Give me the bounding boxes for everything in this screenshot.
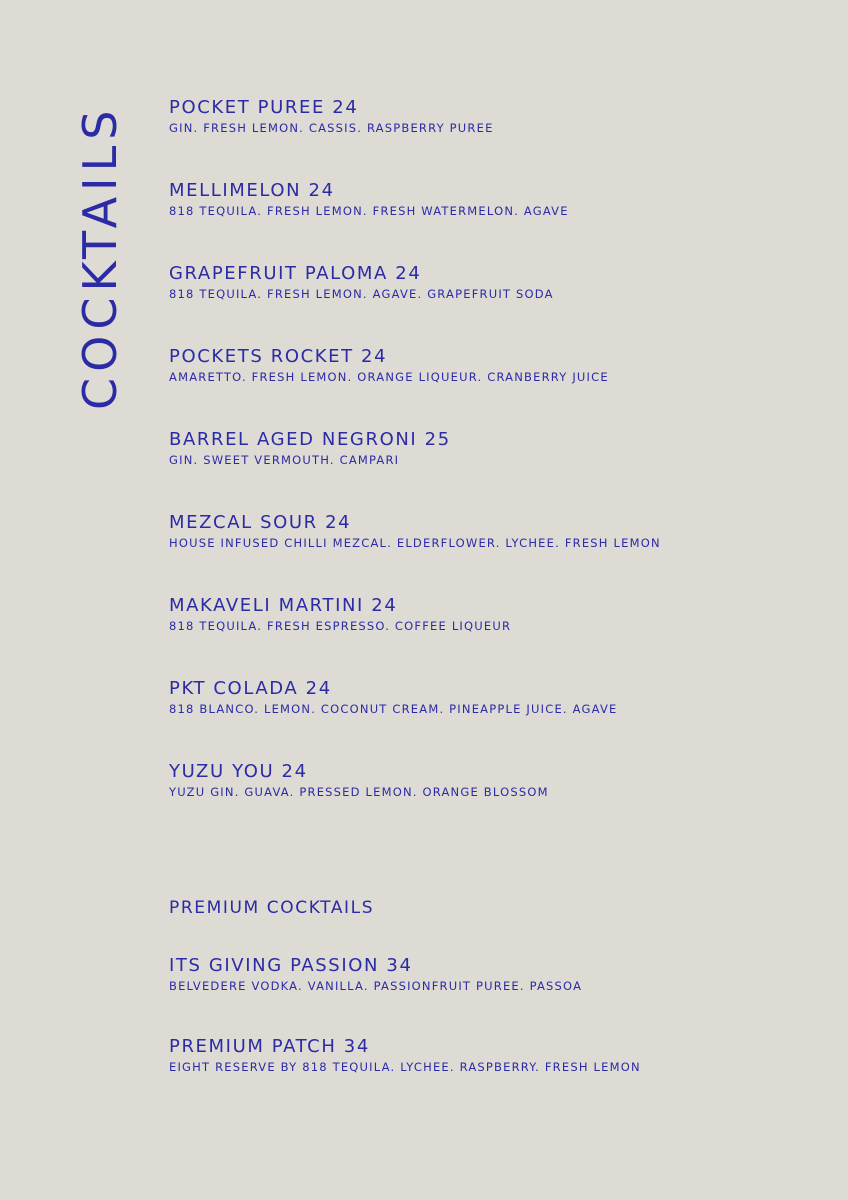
menu-item bbox=[169, 428, 809, 511]
item-name: YUZU YOU 24 bbox=[169, 761, 308, 782]
premium-section bbox=[169, 896, 809, 1116]
item-name: MELLIMELON 24 bbox=[169, 180, 335, 201]
menu-item bbox=[169, 262, 809, 345]
menu-item bbox=[169, 594, 809, 677]
item-name: POCKETS ROCKET 24 bbox=[169, 346, 388, 367]
item-description: EIGHT RESERVE BY 818 TEQUILA. LYCHEE. RASPBERRY. FRESH LEMON bbox=[169, 1060, 641, 1074]
item-description: GIN. SWEET VERMOUTH. CAMPARI bbox=[169, 453, 400, 467]
menu-item bbox=[169, 954, 809, 1035]
item-description: GIN. FRESH LEMON. CASSIS. RASPBERRY PUREE bbox=[169, 121, 494, 135]
menu-item bbox=[169, 179, 809, 262]
cocktail-list bbox=[169, 96, 809, 843]
item-name: PREMIUM PATCH 34 bbox=[169, 1036, 370, 1057]
menu-item bbox=[169, 511, 809, 594]
item-description: HOUSE INFUSED CHILLI MEZCAL. ELDERFLOWER. LYCHEE. FRESH LEMON bbox=[169, 536, 661, 550]
item-description: 818 TEQUILA. FRESH LEMON. FRESH WATERMELON. AGAVE bbox=[169, 204, 569, 218]
item-description: 818 TEQUILA. FRESH ESPRESSO. COFFEE LIQUEUR bbox=[169, 619, 512, 633]
item-description: 818 BLANCO. LEMON. COCONUT CREAM. PINEAPPLE JUICE. AGAVE bbox=[169, 702, 618, 716]
item-description: YUZU GIN. GUAVA. PRESSED LEMON. ORANGE BLOSSOM bbox=[169, 785, 549, 799]
item-description: AMARETTO. FRESH LEMON. ORANGE LIQUEUR. CRANBERRY JUICE bbox=[169, 370, 609, 384]
menu-item bbox=[169, 96, 809, 179]
menu-item bbox=[169, 760, 809, 843]
item-name: POCKET PUREE 24 bbox=[169, 97, 359, 118]
item-name: MEZCAL SOUR 24 bbox=[169, 512, 352, 533]
menu-item bbox=[169, 677, 809, 760]
item-name: ITS GIVING PASSION 34 bbox=[169, 955, 413, 976]
item-name: BARREL AGED NEGRONI 25 bbox=[169, 429, 451, 450]
item-name: GRAPEFRUIT PALOMA 24 bbox=[169, 263, 422, 284]
side-title: COCKTAILS bbox=[73, 104, 127, 410]
item-name: PKT COLADA 24 bbox=[169, 678, 332, 699]
item-description: 818 TEQUILA. FRESH LEMON. AGAVE. GRAPEFRUIT SODA bbox=[169, 287, 554, 301]
menu-item bbox=[169, 345, 809, 428]
item-description: BELVEDERE VODKA. VANILLA. PASSIONFRUIT PUREE. PASSOA bbox=[169, 979, 583, 993]
item-name: MAKAVELI MARTINI 24 bbox=[169, 595, 398, 616]
menu-item bbox=[169, 1035, 809, 1116]
section-title: PREMIUM COCKTAILS bbox=[169, 898, 375, 918]
